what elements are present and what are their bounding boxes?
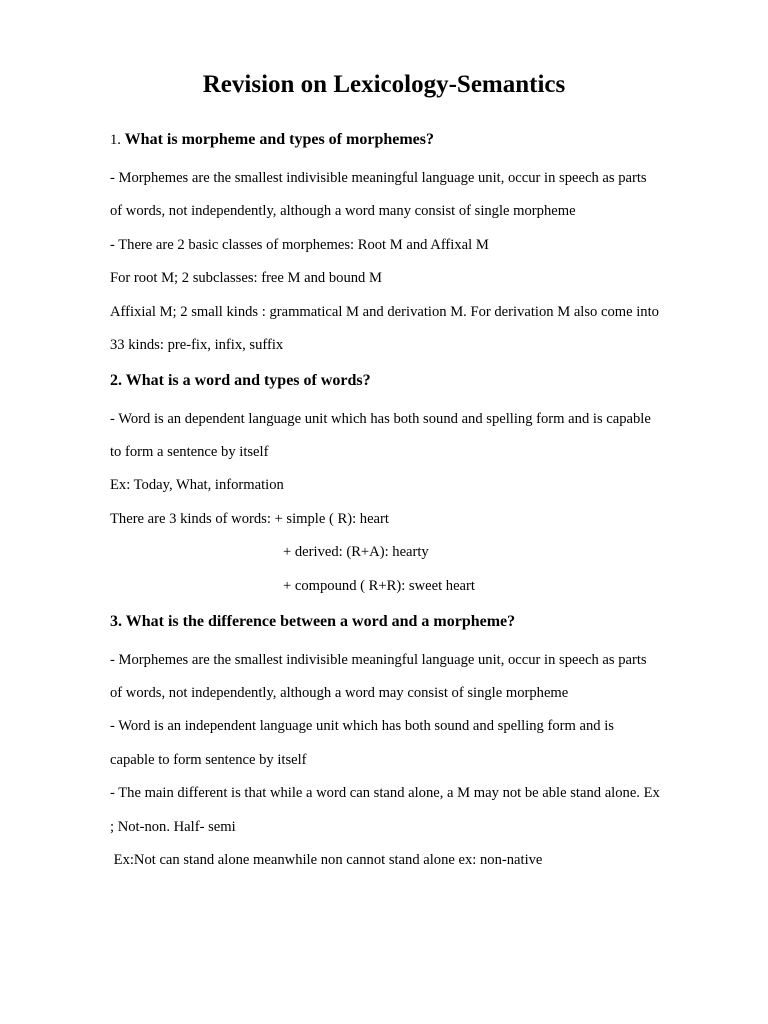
section-3-line-1: - Morphemes are the smallest indivisible meaningful language unit, occur in speech as parts xyxy=(110,652,647,668)
section-3-line-3: - Word is an independent language unit which has both sound and spelling form and is xyxy=(110,718,614,734)
section-2-number: 2. xyxy=(110,372,122,389)
section-1-line-1: - Morphemes are the smallest indivisible meaningful language unit, occur in speech as parts xyxy=(110,170,647,186)
section-2-title: What is a word and types of words? xyxy=(125,372,371,389)
section-2-line-6: + compound ( R+R): sweet heart xyxy=(283,578,475,594)
section-1-line-3: - There are 2 basic classes of morphemes: Root M and Affixal M xyxy=(110,237,489,253)
section-1-line-5: Affixial M; 2 small kinds : grammatical M and derivation M. For derivation M also come into xyxy=(110,304,659,320)
section-1-title: What is morpheme and types of morphemes? xyxy=(124,131,434,148)
section-1-line-4: For root M; 2 subclasses: free M and bound M xyxy=(110,270,382,286)
section-1-number: 1. xyxy=(110,132,121,148)
section-3-number: 3. xyxy=(110,613,122,630)
section-2-line-1: - Word is an dependent language unit which has both sound and spelling form and is capable xyxy=(110,411,651,427)
section-3-line-5: - The main different is that while a word can stand alone, a M may not be able stand alone. Ex xyxy=(110,785,660,801)
section-1-heading xyxy=(110,129,434,151)
section-3-title: What is the difference between a word and a morpheme? xyxy=(125,613,516,630)
section-2-heading xyxy=(110,370,371,392)
section-2-line-5: + derived: (R+A): hearty xyxy=(283,544,429,560)
section-3-line-4: capable to form sentence by itself xyxy=(110,752,307,768)
section-2-line-3: Ex: Today, What, information xyxy=(110,477,284,493)
section-2-line-2: to form a sentence by itself xyxy=(110,444,269,460)
section-3-line-2: of words, not independently, although a word may consist of single morpheme xyxy=(110,685,569,701)
section-3-line-7: Ex:Not can stand alone meanwhile non cannot stand alone ex: non-native xyxy=(110,852,543,868)
section-1-line-6: 33 kinds: pre-fix, infix, suffix xyxy=(110,337,284,353)
document-title: Revision on Lexicology-Semantics xyxy=(202,71,566,98)
section-3-line-6: ; Not-non. Half- semi xyxy=(110,819,236,835)
section-3-heading xyxy=(110,611,515,633)
section-1-line-2: of words, not independently, although a word many consist of single morpheme xyxy=(110,203,576,219)
section-2-line-4: There are 3 kinds of words: + simple ( R): heart xyxy=(110,511,389,527)
